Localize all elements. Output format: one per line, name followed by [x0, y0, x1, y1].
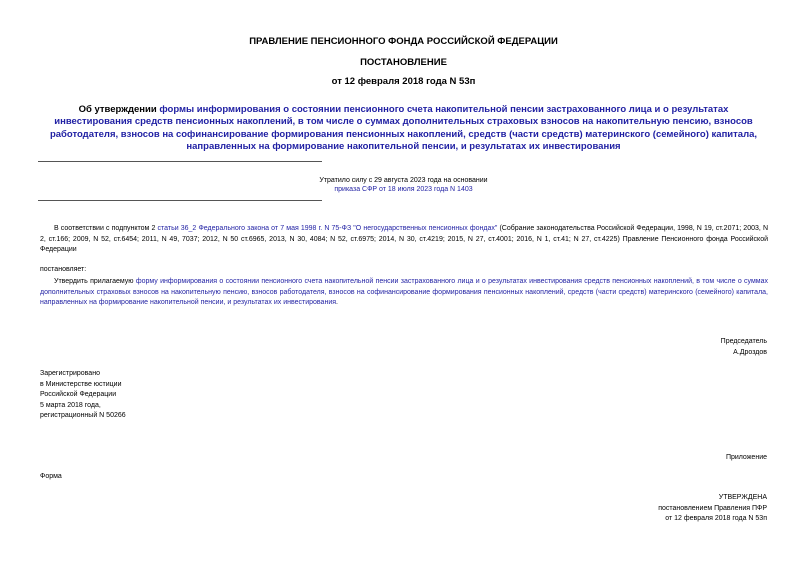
approved-form-link[interactable]: форму информирования о состоянии пенсионного счета накопительной пенсии застрахованного лица и о результатах инвестирования средств пенсионных накоплений, в том числе о суммах дополнительных страховых взносов на накопительную пенсию, взносов работодателя, взносов на софинансирование формирования пенсионных накоплений, средств (части средств) материнского (семейного) капитала, направленных на формирование накопительной пенсии, и результатах их инвестирования: [40, 278, 768, 307]
preamble-paragraph: [40, 224, 768, 256]
federal-law-link[interactable]: статьи 36_2 Федерального закона от 7 мая 1998 г. N 75-ФЗ "О негосударственных пенсионных фондах": [157, 225, 498, 232]
registration-line: Российской Федерации: [40, 391, 117, 398]
approved-label: УТВЕРЖДЕНА: [718, 494, 767, 501]
board-heading: ПРАВЛЕНИЕ ПЕНСИОННОГО ФОНДА РОССИЙСКОЙ ФЕДЕРАЦИИ: [249, 36, 558, 47]
preamble-end: (Собрание законодательства Российской Федерации, 1998, N 19, ст.2071; 2003, N 2, ст.166; 2009, N 52, ст.6454; 2011, N 49, 7037; 2012, N 50 ст.6965, 2013, N 30, 4084; N 52, ст.6975; 2014, N 30, ст.4219; 2015, N 27, ст.4001; 2016, N 1, ст.41; N 27, ст.4225) Правление Пенсионного фонда Российской Федерации: [40, 225, 769, 254]
approved-by: постановлением Правления ПФР: [658, 504, 767, 512]
signatory-name: А.Дроздов: [733, 348, 767, 356]
title-form-link[interactable]: формы информирования о состоянии пенсионного счета накопительной пенсии застрахованного лица и о результатах инвестирования средств пенсионных накоплений, в том числе о суммах дополнительных страховых взносов на накопительную пенсию, взносов работодателя, взносов на софинансирование формирования пенсионных накоплений, средств (части средств) материнского (семейного) капитала, направленных на формирование накопительной пенсии, и результатах их инвестирования: [49, 104, 758, 153]
repeal-order-link[interactable]: приказа СФР от 18 июля 2023 года N 1403: [334, 186, 473, 193]
status-note-link-line: [40, 186, 767, 193]
registration-line: регистрационный N 50266: [40, 412, 126, 419]
status-note: Утратило силу с 29 августа 2023 года на основании: [319, 177, 488, 184]
resolves-label: постановляет:: [40, 266, 87, 273]
approved-date: от 12 февраля 2018 года N 53п: [665, 515, 767, 522]
signature-block: [721, 337, 767, 358]
divider-top: [38, 161, 322, 162]
approval-stamp-block: [658, 493, 767, 525]
form-label: Форма: [40, 473, 62, 480]
approval-start: Утвердить прилагаемую: [54, 278, 136, 285]
preamble-start: В соответствии с подпунктом 2: [54, 225, 158, 232]
registration-line: в Министерстве юстиции: [40, 380, 122, 388]
registration-line: Зарегистрировано: [40, 370, 100, 377]
document-type: ПОСТАНОВЛЕНИЕ: [360, 57, 447, 68]
approval-paragraph: [40, 277, 768, 309]
registration-line: 5 марта 2018 года,: [40, 401, 101, 409]
document-title: [40, 104, 767, 154]
approval-end: .: [336, 299, 338, 307]
title-prefix: Об утверждении: [78, 104, 160, 115]
appendix-label: Приложение: [725, 454, 767, 461]
document-date-number: от 12 февраля 2018 года N 53п: [331, 76, 476, 87]
registration-block: [40, 369, 126, 422]
divider-bottom: [38, 200, 322, 201]
signatory-position: Председатель: [720, 338, 767, 345]
